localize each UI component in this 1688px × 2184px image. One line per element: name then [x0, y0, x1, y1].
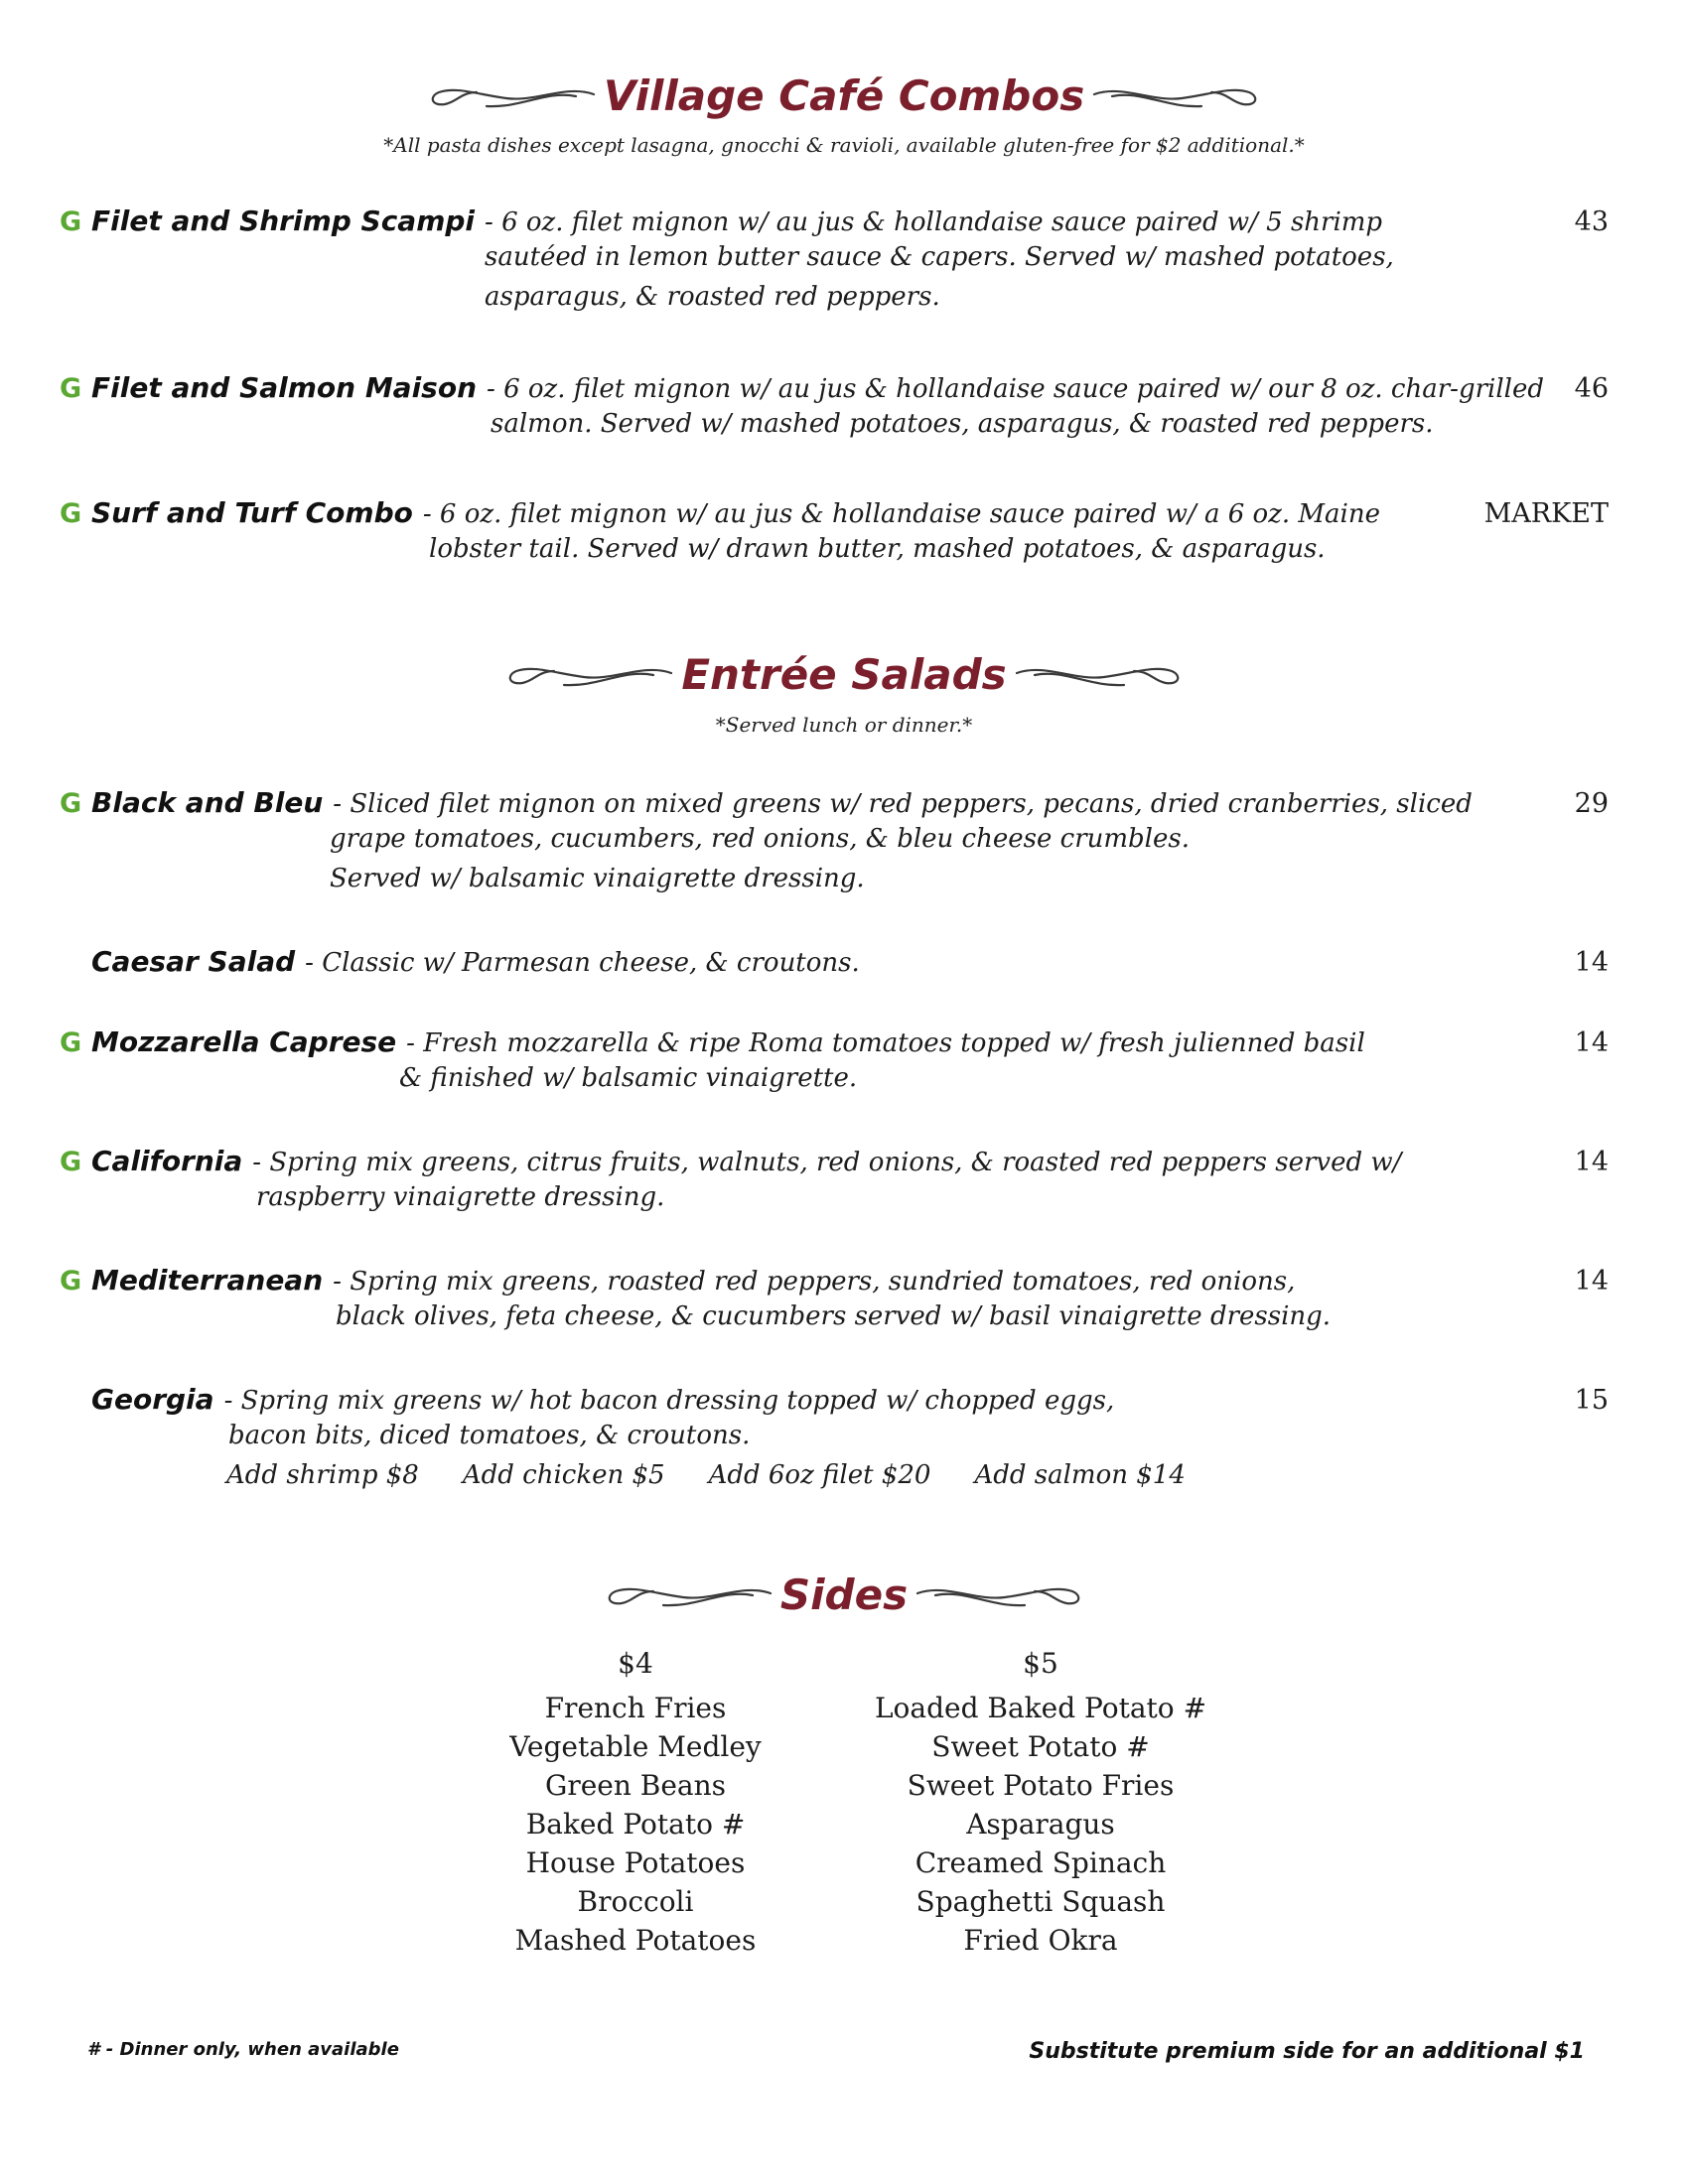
menu-item — [60, 945, 1609, 978]
item-name: Caesar Salad — [91, 945, 296, 978]
gluten-free-marker: G — [60, 788, 82, 819]
side-item: Broccoli — [577, 1885, 694, 1918]
item-description: - Classic w/ Parmesan cheese, & croutons. — [305, 948, 860, 978]
item-description: - 6 oz. filet mignon w/ au jus & hollandaise sauce paired w/ a 6 oz. Maine — [422, 499, 1381, 529]
menu-item — [60, 371, 1609, 444]
item-name: Filet and Shrimp Scampi — [91, 205, 476, 237]
side-item: Baked Potato # — [525, 1808, 746, 1841]
item-name: Mediterranean — [91, 1264, 324, 1297]
side-item: Vegetable Medley — [509, 1730, 762, 1763]
sides-column-5 — [822, 1644, 1259, 1960]
item-description-cont: sautéed in lemon butter sauce & capers. Served w/ mashed potatoes, — [485, 242, 1394, 272]
gluten-free-marker: G — [60, 1027, 82, 1058]
addon-salmon: Add salmon $14 — [974, 1460, 1186, 1490]
sides-title: Sides — [779, 1570, 909, 1619]
item-price: MARKET — [1483, 498, 1609, 529]
menu-item — [60, 205, 1609, 317]
item-name: Black and Bleu — [91, 786, 324, 819]
left-flourish-icon — [504, 655, 673, 695]
item-description-cont: bacon bits, diced tomatoes, & croutons. — [228, 1421, 751, 1450]
sides-column-4 — [417, 1644, 854, 1960]
item-description: - Spring mix greens w/ hot bacon dressing topped w/ chopped eggs, — [223, 1386, 1115, 1416]
item-name: Mozzarella Caprese — [91, 1025, 397, 1058]
sides-header — [0, 1570, 1688, 1619]
item-price: 14 — [1574, 1027, 1609, 1058]
item-price: 29 — [1574, 788, 1609, 819]
side-item: House Potatoes — [525, 1846, 746, 1879]
addon-shrimp: Add shrimp $8 — [226, 1460, 419, 1490]
side-item: French Fries — [544, 1692, 727, 1724]
item-description-cont: black olives, feta cheese, & cucumbers served w/ basil vinaigrette dressing. — [336, 1301, 1332, 1331]
addon-chicken: Add chicken $5 — [462, 1460, 665, 1490]
menu-item — [60, 496, 1609, 569]
item-description: - 6 oz. filet mignon w/ au jus & hollandaise sauce paired w/ 5 shrimp — [485, 207, 1383, 237]
item-price: 14 — [1574, 1266, 1609, 1297]
left-flourish-icon — [427, 76, 596, 116]
gluten-free-marker: G — [60, 498, 82, 529]
side-item: Fried Okra — [963, 1924, 1118, 1957]
item-description: - Sliced filet mignon on mixed greens w/ red peppers, pecans, dried cranberries, sliced — [333, 789, 1473, 819]
side-item: Asparagus — [966, 1808, 1115, 1841]
side-item: Spaghetti Squash — [915, 1885, 1166, 1918]
menu-item — [60, 1383, 1609, 1495]
item-price: 46 — [1574, 373, 1609, 404]
side-item: Green Beans — [544, 1769, 727, 1802]
item-description: - Spring mix greens, roasted red peppers, sundried tomatoes, red onions, — [333, 1267, 1296, 1297]
footnote-dinner-only: # - Dinner only, when available — [87, 2039, 399, 2060]
sides-column-price: $5 — [1023, 1647, 1058, 1680]
item-description: - Spring mix greens, citrus fruits, walnuts, red onions, & roasted red peppers served w/ — [252, 1148, 1402, 1177]
item-description: - Fresh mozzarella & ripe Roma tomatoes topped w/ fresh julienned basil — [406, 1028, 1365, 1058]
right-flourish-icon — [915, 1575, 1084, 1615]
salads-title: Entrée Salads — [681, 650, 1007, 699]
gluten-free-marker: G — [60, 1266, 82, 1297]
gluten-free-marker: G — [60, 206, 82, 237]
addons-row — [226, 1455, 1609, 1495]
menu-item — [60, 1264, 1609, 1336]
item-price: 14 — [1574, 947, 1609, 978]
salads-note: *Served lunch or dinner.* — [715, 713, 973, 737]
salads-header — [0, 650, 1688, 699]
item-description-cont: lobster tail. Served w/ drawn butter, mashed potatoes, & asparagus. — [429, 534, 1326, 564]
item-name: Filet and Salmon Maison — [91, 371, 478, 404]
item-description-cont: salmon. Served w/ mashed potatoes, asparagus, & roasted red peppers. — [491, 409, 1434, 439]
item-price: 43 — [1574, 206, 1609, 237]
item-price: 15 — [1574, 1385, 1609, 1416]
side-item: Sweet Potato # — [931, 1730, 1150, 1763]
item-description-cont: Served w/ balsamic vinaigrette dressing. — [330, 864, 865, 893]
right-flourish-icon — [1092, 76, 1261, 116]
combos-header — [0, 71, 1688, 120]
side-item: Loaded Baked Potato # — [874, 1692, 1207, 1724]
combos-note: *All pasta dishes except lasagna, gnocchi & ravioli, available gluten-free for $2 additional.* — [383, 133, 1305, 157]
sides-column-price: $4 — [618, 1647, 653, 1680]
item-name: Surf and Turf Combo — [91, 496, 413, 529]
item-price: 14 — [1574, 1147, 1609, 1177]
gluten-free-marker: G — [60, 373, 82, 404]
addon-filet: Add 6oz filet $20 — [708, 1460, 931, 1490]
item-description-cont: asparagus, & roasted red peppers. — [485, 282, 940, 312]
side-item: Creamed Spinach — [914, 1846, 1167, 1879]
footnote-premium-side: Substitute premium side for an additional $1 — [1029, 2039, 1585, 2064]
item-description: - 6 oz. filet mignon w/ au jus & hollandaise sauce paired w/ our 8 oz. char-grilled — [487, 374, 1544, 404]
menu-item — [60, 786, 1609, 898]
item-description-cont: grape tomatoes, cucumbers, red onions, & bleu cheese crumbles. — [330, 824, 1190, 854]
item-description-cont: raspberry vinaigrette dressing. — [256, 1182, 665, 1212]
side-item: Sweet Potato Fries — [907, 1769, 1175, 1802]
menu-item — [60, 1025, 1609, 1098]
combos-title: Village Café Combos — [603, 71, 1085, 120]
side-item: Mashed Potatoes — [514, 1924, 757, 1957]
item-name: California — [91, 1145, 243, 1177]
item-description-cont: & finished w/ balsamic vinaigrette. — [399, 1063, 858, 1093]
gluten-free-marker: G — [60, 1147, 82, 1177]
right-flourish-icon — [1015, 655, 1184, 695]
item-name: Georgia — [91, 1383, 214, 1416]
left-flourish-icon — [604, 1575, 773, 1615]
menu-item — [60, 1145, 1609, 1217]
